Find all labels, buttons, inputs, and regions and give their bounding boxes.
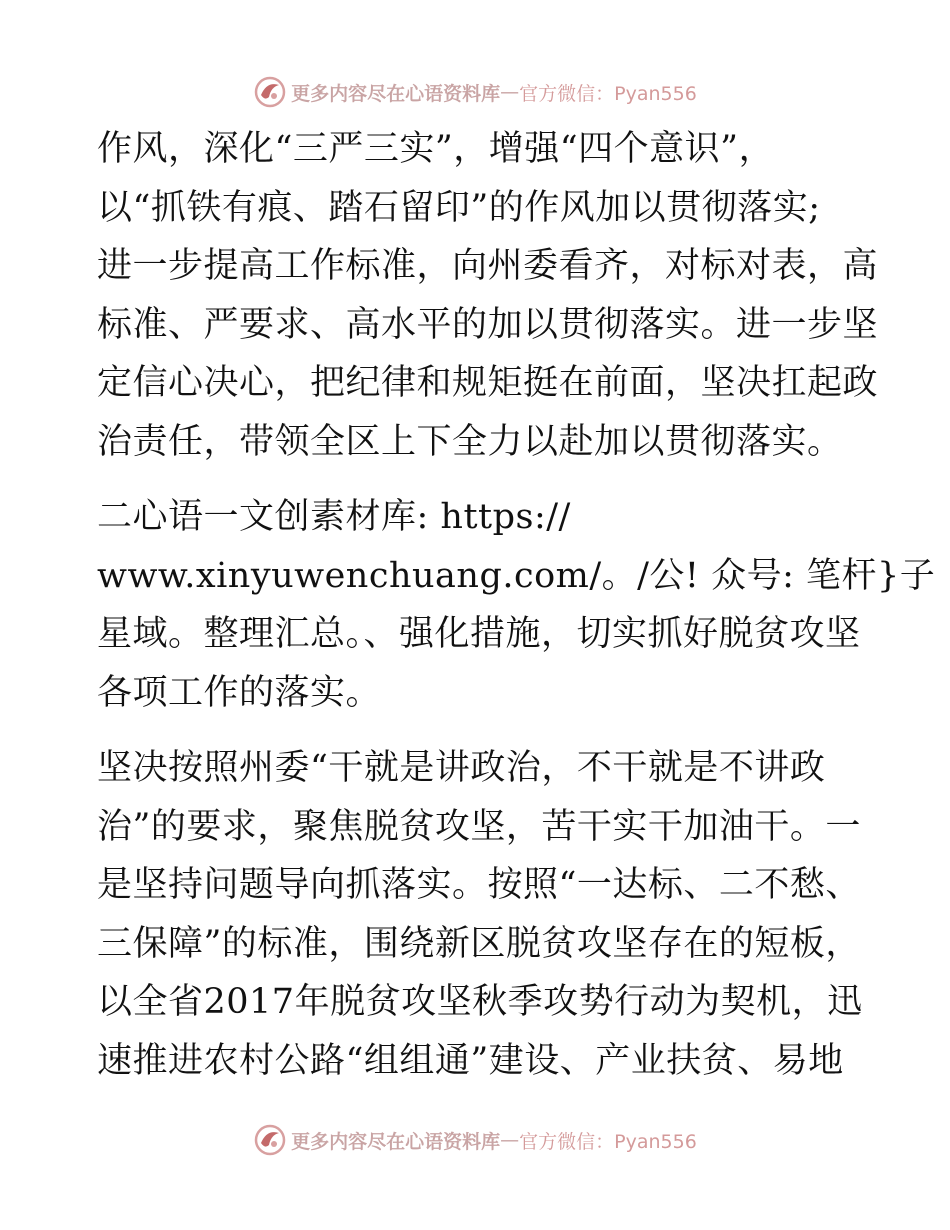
text-line: 治责任，带领全区上下全力以赴加以贯彻落实。 xyxy=(97,421,843,462)
text-line: 以全省2017年脱贫攻坚秋季攻势行动为契机，迅 xyxy=(97,982,863,1022)
text-line: 标准、严要求、高水平的加以贯彻落实。进一步坚 xyxy=(97,304,879,345)
text-line: 速推进农村公路“组组通”建设、产业扶贫、易地 xyxy=(97,1040,844,1081)
text-line: 是坚持问题导向抓落实。按照“一达标、二不愁、 xyxy=(97,865,861,905)
footer-watermark-separator: — xyxy=(500,1129,520,1151)
header-watermark-text: 更多内容尽在心语资料库 xyxy=(291,82,501,105)
logo-swirl-icon xyxy=(253,75,287,109)
text-line: 各项工作的落实。 xyxy=(97,672,382,713)
text-line: 以“抓铁有痕、踏石留印”的作风加以贯彻落实; xyxy=(97,187,821,228)
text-line: www.xinyuwenchuang.com/。/公! 众号: 笔杆}子 xyxy=(97,555,936,596)
footer-watermark xyxy=(0,1120,950,1160)
text-line: 二心语一文创素材库: https:// xyxy=(97,497,571,537)
text-line: 定信心决心，把纪律和规矩挺在前面，坚决扛起政 xyxy=(97,363,879,403)
header-watermark xyxy=(0,72,950,112)
footer-watermark-contact: 官方微信：Pyan556 xyxy=(519,1130,697,1153)
header-watermark-separator: — xyxy=(500,81,520,103)
paragraph-1 xyxy=(97,120,879,471)
paragraph-2 xyxy=(97,488,936,722)
logo-swirl-icon xyxy=(253,1123,287,1157)
text-line: 治”的要求，聚焦脱贫攻坚，苦干实干加油干。一 xyxy=(97,806,861,847)
header-watermark-contact: 官方微信：Pyan556 xyxy=(519,82,697,105)
text-line: 三保障”的标准，围绕新区脱贫攻坚存在的短板， xyxy=(97,923,861,964)
text-line: 坚决按照州委“干就是讲政治，不干就是不讲政 xyxy=(97,748,826,788)
text-line: 进一步提高工作标准，向州委看齐，对标对表，高 xyxy=(97,246,879,286)
document-body xyxy=(97,120,936,1090)
paragraph-3 xyxy=(97,739,863,1090)
footer-watermark-text: 更多内容尽在心语资料库 xyxy=(291,1130,501,1153)
text-line: 星域。整理汇总。、强化措施，切实抓好脱贫攻坚 xyxy=(97,614,861,654)
text-line: 作风，深化“三严三实”，增强“四个意识”， xyxy=(97,129,775,169)
